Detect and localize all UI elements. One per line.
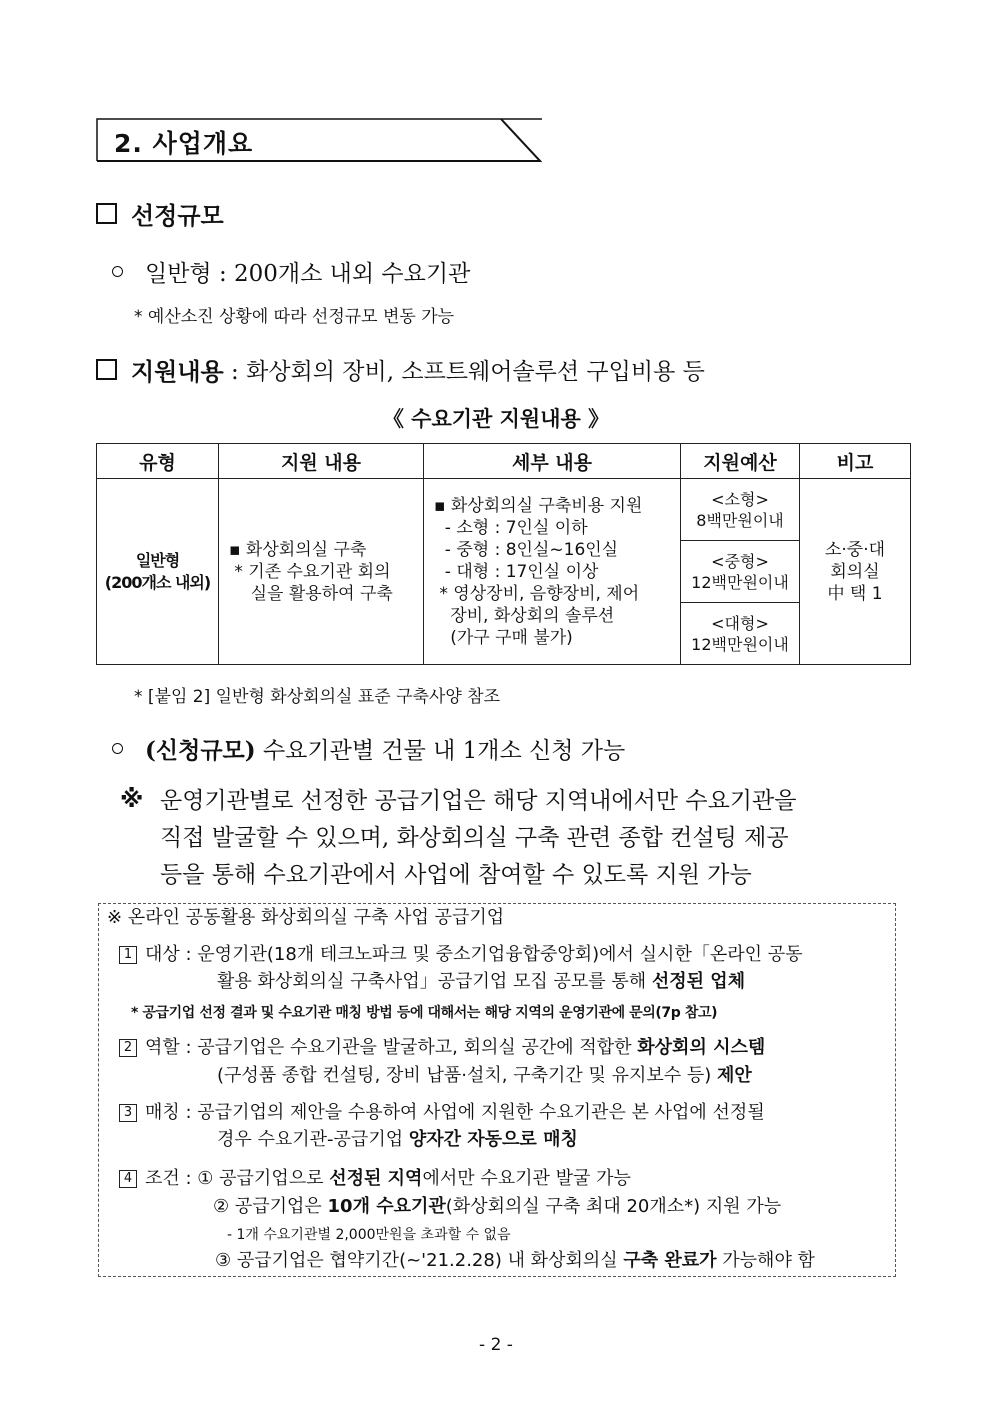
remark-line: 中 택 1 — [827, 583, 883, 604]
budget-size: <중형> — [711, 551, 769, 571]
table-header-row — [97, 444, 911, 479]
scale-item-text: 일반형 : 200개소 내외 수요기관 — [145, 261, 471, 287]
number-4-icon: 4 — [119, 1170, 137, 1188]
circle-bullet-icon — [112, 743, 123, 754]
item-label: 역할 : — [145, 1037, 198, 1058]
item-bold: 구축 완료가 — [623, 1250, 717, 1271]
detail-line: - 중형 : 8인실~16인실 — [434, 539, 619, 560]
item-line: 공급기업은 수요기관을 발굴하고, 회의실 공간에 적합한 — [197, 1037, 638, 1058]
header-remark: 비고 — [800, 444, 911, 479]
item-line: 공급기업의 제안을 수용하여 사업에 지원한 수요기관은 본 사업에 선정될 — [197, 1102, 765, 1123]
detail-line: - 소형 : 7인실 이하 — [434, 517, 588, 538]
item-line: 가능해야 함 — [716, 1250, 815, 1271]
budget-size: <소형> — [711, 489, 769, 509]
item-line: 경우 수요기관-공급기업 — [217, 1129, 409, 1150]
type-cell — [97, 479, 219, 665]
item-line: 에서만 수요기관 발굴 가능 — [422, 1168, 631, 1189]
detail-line: - 대형 : 17인실 이상 — [434, 561, 599, 582]
item-label: 매칭 : — [145, 1102, 198, 1123]
item-line: (구성품 종합 컨설팅, 장비 납품·설치, 구축기간 및 유지보수 등) — [217, 1065, 718, 1086]
remark-cell — [800, 479, 911, 665]
table-note: * [붙임 2] 일반형 화상회의실 표준 구축사양 참조 — [134, 687, 501, 707]
support-content-cell — [219, 479, 424, 665]
box-title: ※ 온라인 공동활용 화상회의실 구축 사업 공급기업 — [107, 907, 505, 928]
remark-line: 소·중·대 — [824, 539, 886, 560]
scale-heading — [96, 196, 224, 231]
item-label: 조건 : — [145, 1168, 198, 1189]
item-bold: 선정된 지역 — [329, 1168, 423, 1189]
detail-content-cell — [424, 479, 681, 665]
support-heading-bold: 지원내용 — [131, 358, 224, 386]
header-budget: 지원예산 — [681, 444, 800, 479]
box-item-conditions — [119, 1165, 631, 1192]
box-item-target — [119, 941, 803, 968]
box-item-matching — [119, 1099, 765, 1126]
header-type: 유형 — [97, 444, 219, 479]
budget-size: <대형> — [711, 613, 769, 633]
supplier-info-box — [98, 903, 896, 1277]
item-bold: 양자간 자동으로 매칭 — [408, 1129, 578, 1150]
remark-line: 등을 통해 수요기관에서 사업에 참여할 수 있도록 지원 가능 — [160, 862, 752, 888]
item-bold: 선정된 업체 — [651, 971, 746, 992]
checkbox-square-icon — [96, 203, 117, 224]
support-line: ▪ 화상회의실 구축 — [229, 539, 367, 560]
table-row — [97, 479, 911, 541]
number-2-icon: 2 — [119, 1039, 137, 1057]
remark-line: 운영기관별로 선정한 공급기업은 해당 지역내에서만 수요기관을 — [160, 788, 797, 814]
item-bold: 제안 — [717, 1065, 752, 1086]
detail-line: ▪ 화상회의실 구축비용 지원 — [434, 495, 643, 516]
item-line: 활용 화상회의실 구축사업」공급기업 모집 공모를 통해 — [217, 971, 652, 992]
item-bold: 10개 수요기관 — [327, 1196, 446, 1217]
item-line: ③ 공급기업은 협약기간(~'21.2.28) 내 화상회의실 — [215, 1250, 624, 1271]
scale-heading-text: 선정규모 — [131, 202, 224, 230]
table-title: 《 수요기관 지원내용 》 — [382, 407, 610, 431]
support-heading — [96, 352, 705, 387]
support-heading-text: : 화상회의 장비, 소프트웨어솔루션 구입비용 등 — [223, 359, 705, 385]
box-item-target-line2 — [217, 968, 745, 995]
remark-paragraph — [160, 783, 900, 894]
checkbox-square-icon — [96, 359, 117, 380]
budget-amount: 8백만원이내 — [696, 510, 784, 530]
number-1-icon: 1 — [119, 946, 137, 964]
support-line: 실을 활용하여 구축 — [229, 583, 393, 604]
header-support: 지원 내용 — [219, 444, 424, 479]
item-bold: 화상회의 시스템 — [637, 1037, 766, 1058]
box-item-target-note: * 공급기업 선정 결과 및 수요기관 매칭 방법 등에 대해서는 해당 지역의 운영기관에 문의(7p 참고) — [131, 1005, 718, 1021]
apply-item — [112, 732, 625, 765]
box-item-matching-line2 — [217, 1126, 578, 1153]
detail-line: * 영상장비, 음향장비, 제어 — [434, 583, 640, 604]
section-title: 2. 사업개요 — [114, 129, 254, 158]
type-line: 일반형 — [135, 550, 180, 570]
reference-mark-icon: ※ — [120, 785, 144, 813]
page-number: - 2 - — [479, 1335, 513, 1355]
box-item-role-line2 — [217, 1062, 752, 1089]
budget-amount: 12백만원이내 — [691, 572, 789, 592]
box-item-condition-2 — [213, 1193, 781, 1220]
support-line: * 기존 수요기관 회의 — [229, 561, 391, 582]
apply-text: 수요기관별 건물 내 1개소 신청 가능 — [255, 738, 626, 764]
box-item-condition-2-note: - 1개 수요기관별 2,000만원을 초과할 수 없음 — [227, 1227, 511, 1243]
header-detail: 세부 내용 — [424, 444, 681, 479]
support-table — [96, 443, 911, 665]
budget-cell-large — [681, 603, 800, 665]
budget-cell-small — [681, 479, 800, 541]
apply-bold: (신청규모) — [145, 737, 256, 764]
circle-bullet-icon — [112, 266, 123, 277]
item-line: (화상회의실 구축 최대 20개소*) 지원 가능 — [445, 1196, 782, 1217]
number-3-icon: 3 — [119, 1104, 137, 1122]
scale-note: * 예산소진 상황에 따라 선정규모 변동 가능 — [134, 307, 455, 327]
detail-line: 장비, 화상회의 솔루션 — [434, 605, 615, 626]
budget-amount: 12백만원이내 — [691, 634, 789, 654]
budget-cell-medium — [681, 541, 800, 603]
box-item-condition-3 — [215, 1247, 815, 1274]
item-line: 운영기관(18개 테크노파크 및 중소기업융합중앙회)에서 실시한「온라인 공동 — [197, 944, 803, 965]
type-line: (200개소 내외) — [104, 572, 211, 592]
detail-line: (가구 구매 불가) — [434, 627, 573, 648]
box-item-role — [119, 1034, 765, 1061]
section-header — [96, 118, 542, 162]
scale-item — [112, 255, 470, 288]
remark-line: 회의실 — [830, 561, 880, 582]
item-line: ② 공급기업은 — [213, 1196, 328, 1217]
item-label: 대상 : — [145, 944, 198, 965]
remark-line: 직접 발굴할 수 있으며, 화상회의실 구축 관련 종합 컨설팅 제공 — [160, 825, 789, 851]
item-line: ① 공급기업으로 — [197, 1168, 330, 1189]
